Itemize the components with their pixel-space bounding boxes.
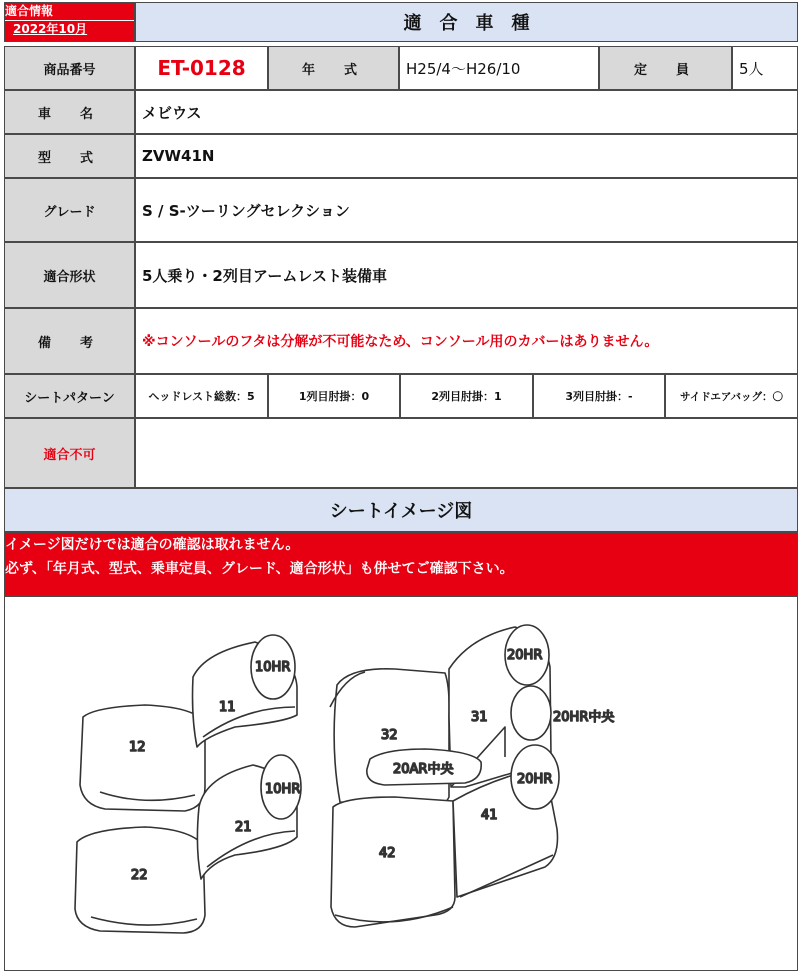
- product-code-label: 商品番号: [4, 46, 135, 90]
- badge-date: 2022年10月: [5, 20, 134, 38]
- year-label: 年 式: [268, 46, 399, 90]
- label-10hr-lower: 10HR: [265, 782, 301, 797]
- seat-pattern-label: シートパターン: [4, 374, 135, 418]
- label-seat-41: 41: [481, 808, 498, 823]
- side-airbag: サイドエアバッグ：〇: [665, 374, 798, 418]
- label-20hr-lower: 20HR: [517, 772, 553, 787]
- fit-shape-value: 5人乗り・2列目アームレスト装備車: [135, 242, 798, 308]
- label-10hr-upper: 10HR: [255, 660, 291, 675]
- label-seat-11: 11: [219, 700, 236, 715]
- row3-armrest: 3列目肘掛：-: [533, 374, 665, 418]
- car-name-label: 車 名: [4, 90, 135, 134]
- product-code-value: ET-0128: [135, 46, 268, 90]
- grade-value: S / S-ツーリングセレクション: [135, 178, 798, 242]
- seat-diagram: [4, 596, 798, 971]
- warning-line-2: 必ず、「年月式、型式、乗車定員、グレード、適合形状」も併せてご確認下さい。: [5, 561, 514, 577]
- model-label: 型 式: [4, 134, 135, 178]
- car-name-value: メビウス: [135, 90, 798, 134]
- label-seat-22: 22: [131, 868, 148, 883]
- capacity-value: 5人: [732, 46, 798, 90]
- label-seat-42: 42: [379, 846, 396, 861]
- image-warning-banner: [4, 532, 798, 596]
- seat-diagram-svg: [5, 597, 799, 972]
- badge-title: 適合情報: [5, 4, 54, 18]
- headrest-total: ヘッドレスト総数：5: [135, 374, 268, 418]
- seat-42: [331, 797, 455, 927]
- model-value: ZVW41N: [135, 134, 798, 178]
- page-title: 適 合 車 種: [135, 2, 798, 42]
- label-seat-12: 12: [129, 740, 146, 755]
- label-seat-31: 31: [471, 710, 488, 725]
- fit-shape-label: 適合形状: [4, 242, 135, 308]
- label-20hr-center: 20HR中央: [553, 710, 615, 725]
- warning-line-1: イメージ図だけでは適合の確認は取れません。: [5, 537, 300, 553]
- label-seat-32: 32: [381, 728, 398, 743]
- grade-label: グレード: [4, 178, 135, 242]
- incompatible-label: 適合不可: [4, 418, 135, 488]
- year-value: H25/4〜H26/10: [399, 46, 599, 90]
- seat-12: [80, 705, 205, 811]
- label-seat-21: 21: [235, 820, 252, 835]
- note-value: ※コンソールのフタは分解が不可能なため、コンソール用のカバーはありません。: [135, 308, 798, 374]
- capacity-label: 定 員: [599, 46, 732, 90]
- label-armrest: 20AR中央: [393, 762, 454, 777]
- info-date-badge: [4, 2, 135, 42]
- label-20hr-top: 20HR: [507, 648, 543, 663]
- headrest-20hr-center: [511, 686, 551, 740]
- note-label: 備 考: [4, 308, 135, 374]
- row1-armrest: 1列目肘掛：0: [268, 374, 400, 418]
- incompatible-value: [135, 418, 798, 488]
- row2-armrest: 2列目肘掛：1: [400, 374, 533, 418]
- seat-image-title: シートイメージ図: [4, 488, 798, 532]
